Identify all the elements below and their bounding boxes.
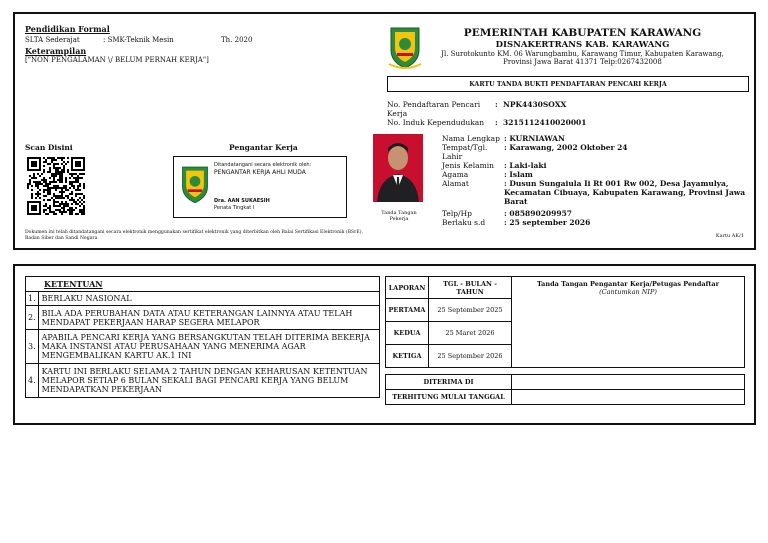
report-row-label: KETIGA bbox=[386, 345, 429, 368]
terms-row bbox=[26, 292, 380, 306]
terms-number: 4. bbox=[26, 364, 39, 398]
photo-caption-line1: Tanda Tangan bbox=[381, 210, 417, 216]
education-level: SLTA Sederajat bbox=[25, 35, 80, 44]
e-sign-note bbox=[25, 230, 363, 242]
job-seeker-card-front bbox=[13, 12, 756, 250]
education-heading: Pendidikan Formal bbox=[25, 24, 110, 34]
report-row-label: KEDUA bbox=[386, 322, 429, 345]
nik-row: No. Induk Kependudukan : 3215112410020001 bbox=[387, 118, 587, 127]
info-row bbox=[442, 161, 752, 170]
job-seeker-card-back bbox=[13, 264, 756, 425]
signed-note: Ditandatangani secara elektronik oleh: bbox=[214, 162, 312, 168]
card-title bbox=[387, 76, 749, 92]
info-label: Agama bbox=[442, 170, 469, 179]
col-sign-note: (Cantumkan NIP) bbox=[599, 288, 657, 296]
report-table bbox=[385, 276, 745, 405]
report-row-label: PERTAMA bbox=[386, 299, 429, 322]
terms-table bbox=[25, 276, 380, 398]
address-line1: Jl. Surotokunto KM. 06 Warungbambu, Karawang Timur, Kabupaten Karawang, bbox=[441, 49, 724, 58]
info-row bbox=[442, 179, 752, 206]
report-row-date: 25 Maret 2026 bbox=[429, 322, 512, 345]
info-label: Nama Lengkap bbox=[442, 134, 500, 143]
terms-heading-row bbox=[26, 277, 380, 292]
education-section bbox=[25, 24, 355, 64]
accepted-value bbox=[512, 375, 745, 390]
education-year: Th. 2020 bbox=[221, 35, 253, 44]
registration-numbers bbox=[387, 100, 747, 127]
info-value: : KURNIAWAN bbox=[504, 134, 565, 143]
header bbox=[420, 27, 745, 67]
terms-row bbox=[26, 330, 380, 364]
education-row bbox=[25, 34, 355, 45]
terms-text: APABILA PENCARI KERJA YANG BERSANGKUTAN TELAH DITERIMA BEKERJA MAKA INSTANSI ATAU PERUSAHAAN YANG MENERIMA AGAR MENGEMBALIKAN KARTU AK.1 INI bbox=[38, 330, 379, 364]
info-value: : Karawang, 2002 Oktober 24 bbox=[504, 143, 628, 152]
karawang-logo-small bbox=[179, 161, 211, 207]
skills-value: ["NON PENGALAMAN \/ BELUM PERNAH KERJA"] bbox=[25, 56, 209, 64]
signature-cell bbox=[512, 277, 745, 368]
accepted-label: DITERIMA DI bbox=[386, 375, 512, 390]
reg-value: NPK4430SOXX bbox=[503, 100, 567, 109]
col-tgl: TGL - BULAN - TAHUN bbox=[429, 277, 512, 299]
nik-value: 3215112410020001 bbox=[503, 118, 587, 127]
card-title-text: KARTU TANDA BUKTI PENDAFTARAN PENCARI KERJA bbox=[469, 80, 667, 88]
applicant-photo bbox=[373, 134, 423, 202]
applicant-info bbox=[442, 134, 752, 227]
e-sign-note-line1: Dokumen ini telah ditandatangani secara elektronik menggunakan sertifikat elektronik yang diterbitkan oleh Balai Sertifikasi Elektronik (BSrE), bbox=[25, 230, 363, 235]
karawang-logo bbox=[387, 24, 423, 70]
info-row bbox=[442, 143, 752, 161]
qr-code bbox=[27, 157, 85, 215]
col-laporan: LAPORAN bbox=[386, 277, 429, 299]
registration-row: No. Pendaftaran Pencari Kerja : NPK4430SOXX bbox=[387, 100, 567, 118]
pengantar-label: Pengantar Kerja bbox=[229, 143, 298, 152]
address-line2: Provinsi Jawa Barat 41371 Telp:0267432008 bbox=[503, 58, 662, 67]
counted-label: TERHITUNG MULAI TANGGAL bbox=[386, 390, 512, 405]
info-label: Telp/Hp bbox=[442, 209, 472, 218]
report-row-date: 25 September 2026 bbox=[429, 345, 512, 368]
terms-text: BERLAKU NASIONAL bbox=[38, 292, 379, 306]
counted-value bbox=[512, 390, 745, 405]
info-label: Tempat/Tgl. Lahir bbox=[442, 143, 488, 161]
card-code: Kartu AK/1 bbox=[715, 233, 744, 239]
gov-title: PEMERINTAH KABUPATEN KARAWANG bbox=[463, 27, 702, 39]
accepted-row bbox=[386, 375, 745, 390]
terms-number: 1. bbox=[26, 292, 39, 306]
info-label: Jenis Kelamin bbox=[442, 161, 494, 170]
signer-rank: Penata Tingkat I bbox=[214, 205, 255, 211]
info-label: Berlaku s.d bbox=[442, 218, 486, 227]
education-major: : SMK-Teknik Mesin bbox=[103, 35, 174, 44]
info-label: Alamat bbox=[442, 179, 469, 188]
photo-caption bbox=[379, 210, 419, 222]
counted-row bbox=[386, 390, 745, 405]
info-value: : Laki-laki bbox=[504, 161, 547, 170]
report-row-date: 25 September 2025 bbox=[429, 299, 512, 322]
reg-label: No. Pendaftaran Pencari Kerja bbox=[387, 100, 481, 118]
report-header-row bbox=[386, 277, 745, 299]
nik-label: No. Induk Kependudukan bbox=[387, 118, 485, 127]
info-row bbox=[442, 209, 752, 218]
terms-row bbox=[26, 364, 380, 398]
info-value: : Islam bbox=[504, 170, 533, 179]
e-sign-note-line2: Badan Siber dan Sandi Negara bbox=[25, 236, 98, 241]
terms-number: 3. bbox=[26, 330, 39, 364]
info-row bbox=[442, 134, 752, 143]
signer-role: PENGANTAR KERJA AHLI MUDA bbox=[214, 169, 306, 176]
info-row bbox=[442, 170, 752, 179]
terms-row bbox=[26, 306, 380, 330]
info-value: : 085890209957 bbox=[504, 209, 573, 218]
dept-title: DISNAKERTRANS KAB. KARAWANG bbox=[495, 39, 670, 50]
terms-number: 2. bbox=[26, 306, 39, 330]
pengantar-signature-box bbox=[173, 156, 347, 218]
info-value: : 25 september 2026 bbox=[504, 218, 591, 227]
skills-heading: Keterampilan bbox=[25, 46, 87, 56]
report-spacer-row bbox=[386, 368, 745, 375]
info-value: : Dusun Sungaiula Ii Rt 001 Rw 002, Desa Jayamulya, Kecamatan Cibuaya, Kabupaten Karawang, Provinsi Jawa Barat bbox=[504, 179, 746, 206]
terms-text: BILA ADA PERUBAHAN DATA ATAU KETERANGAN LAINNYA ATAU TELAH MENDAPAT PEKERJAAN HARAP SEGERA MELAPOR bbox=[38, 306, 379, 330]
scan-label: Scan Disini bbox=[25, 143, 73, 152]
info-row bbox=[442, 218, 752, 227]
photo-caption-line2: Pekerja bbox=[389, 216, 409, 222]
col-sign: Tanda Tangan Pengantar Kerja/Petugas Pendaftar bbox=[536, 280, 720, 288]
terms-heading: KETENTUAN bbox=[26, 277, 380, 292]
terms-text: KARTU INI BERLAKU SELAMA 2 TAHUN DENGAN KEHARUSAN KETENTUAN MELAPOR SETIAP 6 BULAN SEKALI BAGI PENCARI KERJA YANG BELUM MENDAPATKAN PEKERJAAN bbox=[38, 364, 379, 398]
signer-name: Dra. AAN SUKAESIH bbox=[214, 198, 270, 204]
